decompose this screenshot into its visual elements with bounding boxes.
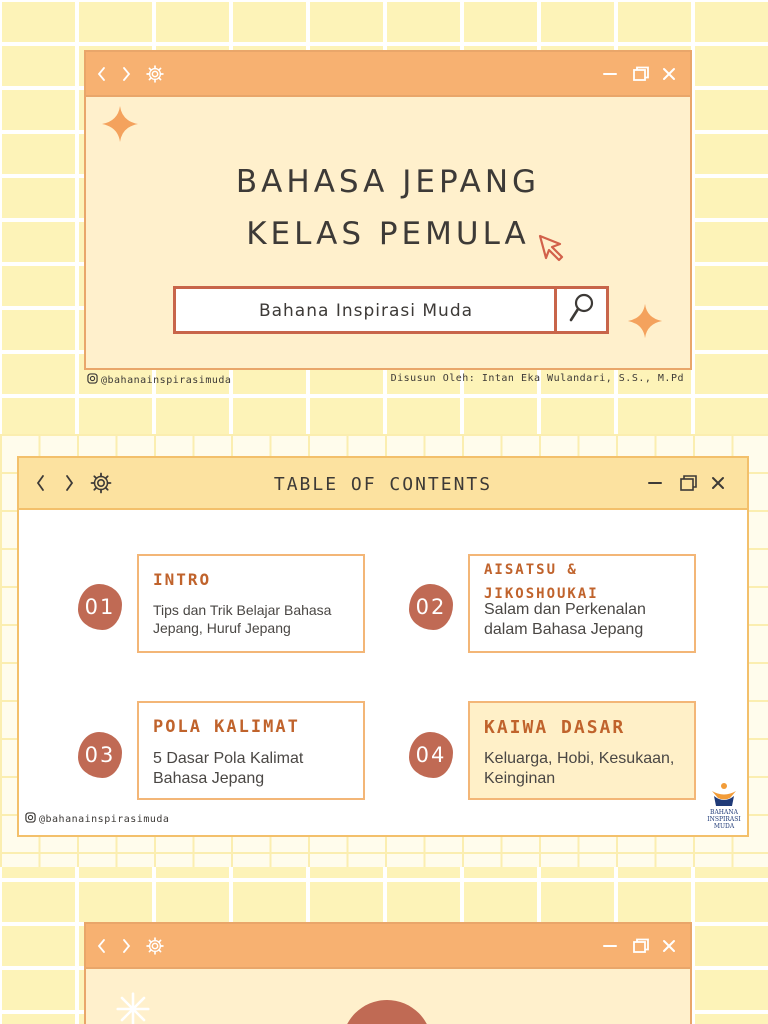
- instagram-handle-text: @bahanainspirasimuda: [39, 814, 170, 825]
- maximize-icon[interactable]: [632, 938, 650, 954]
- toc-item-number: 01: [78, 584, 122, 630]
- toc-item-number: 04: [409, 732, 453, 778]
- toc-item-description: Keluarga, Hobi, Kesukaan, Keinginan: [484, 750, 675, 787]
- toc-item-card[interactable]: [468, 701, 696, 800]
- instagram-icon: [25, 812, 36, 826]
- toc-item-title: POLA KALIMAT: [153, 717, 300, 737]
- sparkle-icon: [116, 992, 150, 1024]
- chevron-left-icon[interactable]: [96, 938, 108, 954]
- bahana-logo-text: BAHANA INSPIRASI MUDA: [707, 809, 741, 830]
- search-button[interactable]: [554, 289, 606, 331]
- cursor-icon: [536, 232, 568, 268]
- close-icon[interactable]: [662, 67, 676, 81]
- bahana-logo-icon: [710, 782, 738, 812]
- toc-item-number: 02: [409, 584, 453, 630]
- sparkle-icon: [626, 302, 664, 344]
- maximize-icon[interactable]: [679, 474, 699, 492]
- toc-item-description: 5 Dasar Pola Kalimat Bahasa Jepang: [153, 750, 304, 787]
- instagram-icon: [87, 373, 98, 387]
- chevron-right-icon[interactable]: [120, 938, 132, 954]
- gear-icon[interactable]: [145, 64, 165, 84]
- toc-instagram-handle[interactable]: [25, 812, 169, 826]
- cover-instagram-handle[interactable]: [87, 373, 231, 387]
- search-text: Bahana Inspirasi Muda: [258, 301, 474, 321]
- cover-title-line1: BAHASA JEPANG: [235, 164, 541, 200]
- toc-item-number: 03: [78, 732, 122, 778]
- toc-window: [17, 456, 749, 837]
- sparkle-icon: [100, 104, 140, 148]
- toc-item-description: Tips dan Trik Belajar Bahasa Jepang, Huruf Jepang: [153, 602, 332, 636]
- minimize-icon[interactable]: [647, 475, 663, 491]
- instagram-handle-text: @bahanainspirasimuda: [101, 375, 232, 386]
- cover-titlebar: [86, 52, 690, 97]
- next-slide-titlebar: [86, 924, 690, 969]
- chevron-left-icon[interactable]: [96, 66, 108, 82]
- close-icon[interactable]: [711, 476, 725, 490]
- toc-item-card[interactable]: [137, 554, 365, 653]
- decorative-blob: [342, 1000, 432, 1024]
- close-icon[interactable]: [662, 939, 676, 953]
- toc-item-title: KAIWA DASAR: [484, 717, 626, 738]
- gear-icon[interactable]: [145, 936, 165, 956]
- maximize-icon[interactable]: [632, 66, 650, 82]
- search-icon: [568, 292, 596, 328]
- chevron-right-icon[interactable]: [120, 66, 132, 82]
- toc-item-title: INTRO: [153, 570, 212, 589]
- toc-item-card[interactable]: [137, 701, 365, 800]
- toc-titlebar: [19, 458, 747, 510]
- minimize-icon[interactable]: [602, 938, 618, 954]
- next-slide-window: [84, 922, 692, 1024]
- search-bar[interactable]: [173, 286, 609, 334]
- toc-title: TABLE OF CONTENTS: [273, 474, 493, 495]
- toc-item-card[interactable]: [468, 554, 696, 653]
- cover-title-line2: KELAS PEMULA: [246, 216, 530, 252]
- cover-author: Disusun Oleh: Intan Eka Wulandari, S.S., M.Pd: [390, 373, 684, 384]
- toc-item-title: AISATSU & JIKOSHOUKAI: [484, 562, 599, 602]
- cover-window: [84, 50, 692, 370]
- toc-item-description: Salam dan Perkenalan dalam Bahasa Jepang: [484, 601, 646, 638]
- minimize-icon[interactable]: [602, 66, 618, 82]
